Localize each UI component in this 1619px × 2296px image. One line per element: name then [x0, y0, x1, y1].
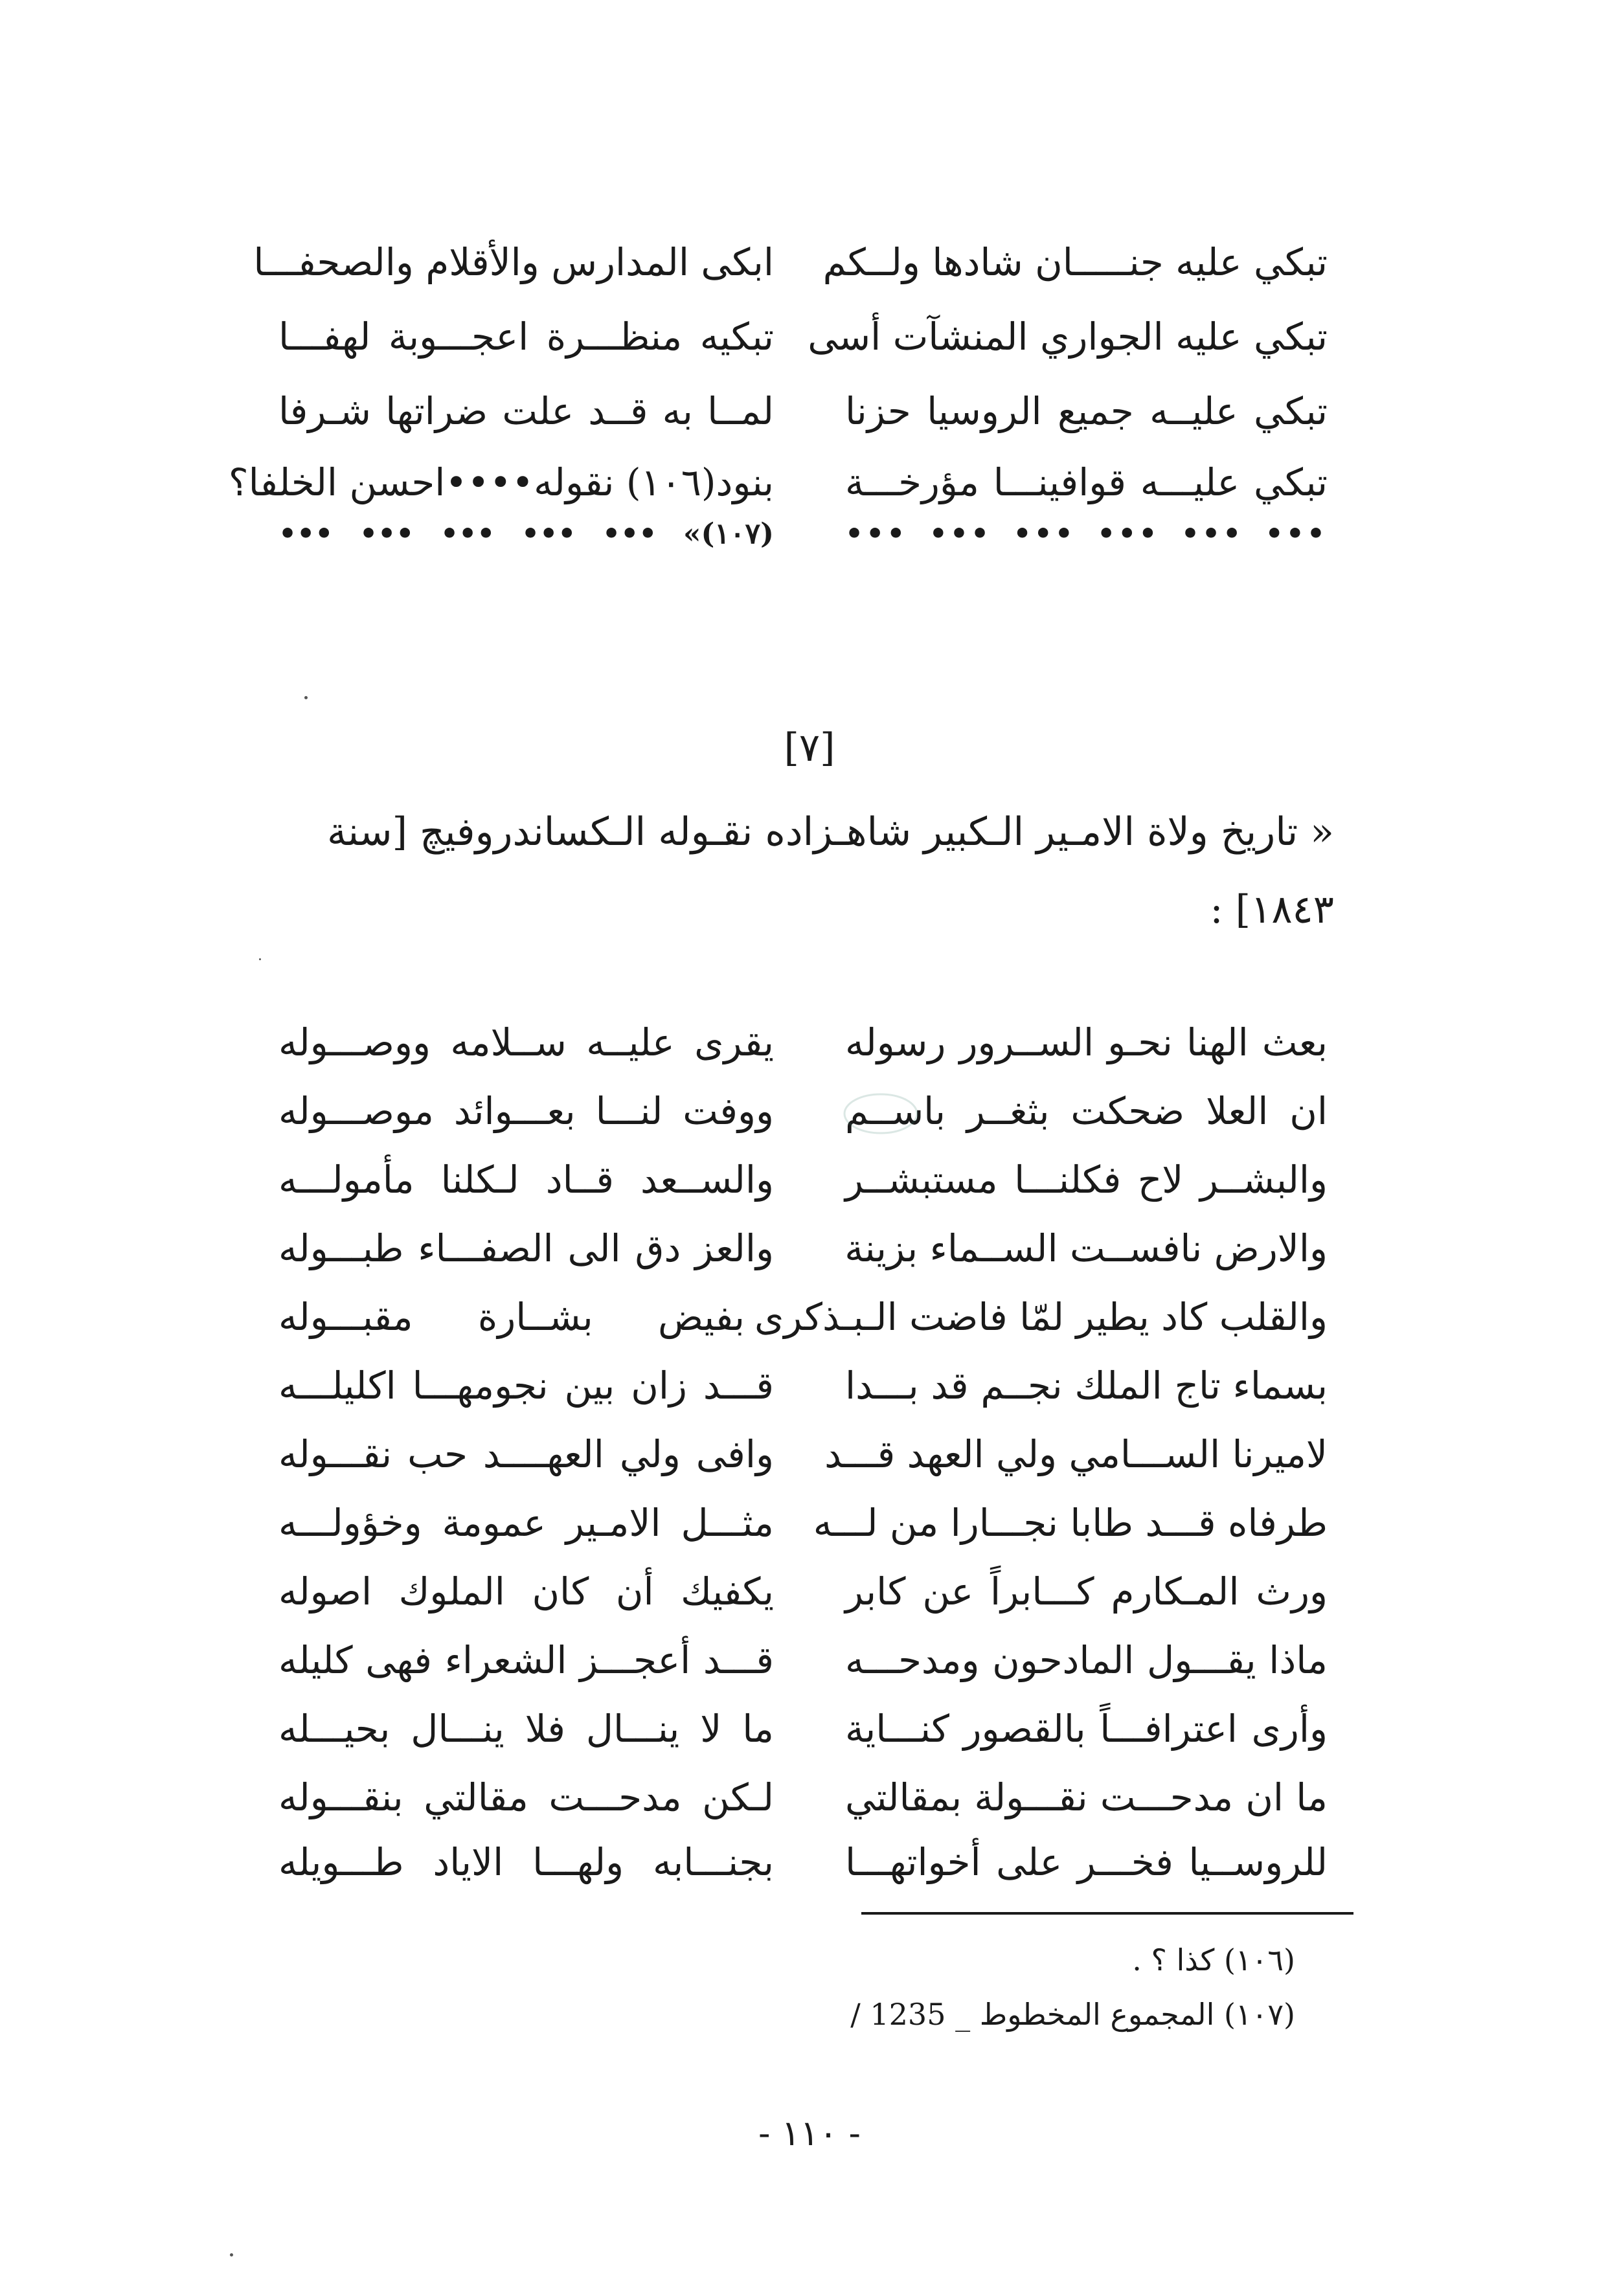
- hemistich-left: يقرى عليــه ســلامه ووصـــوله: [278, 1020, 774, 1064]
- verse-row: [0, 1484, 1619, 1562]
- hemistich-left: يكفيك أن كان الملوك اصوله: [278, 1570, 774, 1614]
- footnotes: [648, 1933, 1295, 2042]
- hemistich-right: ما ان مدحـــت نقـــولة بمقالتي: [845, 1775, 1328, 1819]
- scan-speck: [230, 2253, 233, 2257]
- hemistich-right: للروســيا فخـــر على أخواتهـــا: [845, 1840, 1328, 1884]
- hemistich-left: قـــد أعجـــز الشعراء فهى كليله: [278, 1638, 774, 1682]
- hemistich-right: والبشــر لاح فكلنـــا مستبشــر: [845, 1158, 1328, 1202]
- verse-row: [0, 1210, 1619, 1287]
- hemistich-left: وافى ولي العهــــد حب نقـــوله: [278, 1432, 774, 1476]
- verse-row: [0, 1072, 1619, 1150]
- poem-main: [0, 1004, 1619, 1897]
- hemistich-left: والعز دق الى الصفـــاء طبـــوله: [278, 1226, 774, 1270]
- hemistich-right: والقلب كاد يطير لمّا فاضت الـبـذكرى: [754, 1295, 1328, 1339]
- verse-row: [0, 1690, 1619, 1768]
- hemistich-left: والســعد قــاد لـكلنا مأمولـــه: [278, 1158, 774, 1202]
- verse-row: [0, 372, 1619, 450]
- hemistich-right: تبكي عليـــه قوافينـــا مؤرخـــة: [845, 460, 1328, 504]
- hemistich-left: ابكى المدارس والأقلام والصحفـــا: [253, 240, 774, 284]
- hemistich-right: بعث الهنا نحـو الســرور رسوله: [845, 1020, 1328, 1064]
- hemistich-left: ما لا ينـــال فلا ينـــال بحيـــله: [278, 1707, 774, 1751]
- hemistich-right: طرفاه قـــد طابا نجـــارا من لـــه: [813, 1501, 1328, 1545]
- poem-top: [0, 223, 1619, 573]
- verse-row: [0, 1004, 1619, 1081]
- section-heading: « تاريخ ولاة الامـير الـكبير شاهـزاده نقـوله الـكساندروفيچ [سنة ١٨٤٣] :: [327, 809, 1334, 932]
- scan-speck: [259, 958, 261, 960]
- hemistich-right: ان العلا ضحكت بثغــر باســم: [845, 1089, 1328, 1133]
- hemistich-right: لاميرنا الســـامي ولي العهد قـــد: [824, 1432, 1328, 1476]
- verse-row: [0, 1141, 1619, 1219]
- hemistich-right: ماذا يقـــول المادحون ومدحـــه: [845, 1638, 1328, 1682]
- ellipsis-right: ••• ••• ••• ••• ••• •••: [845, 517, 1328, 550]
- verse-row: [0, 1278, 1619, 1356]
- hemistich-right: تبكي عليــه جميع الروسيا حزنا: [845, 389, 1328, 433]
- verse-row: [0, 1621, 1619, 1699]
- verse-row: [0, 298, 1619, 376]
- hemistich-right: تبكي عليه جنـــــان شادها ولــكم: [822, 240, 1328, 284]
- scan-speck: [304, 696, 308, 699]
- hemistich-right: ورث المـكارم كـــابراً عن كابر: [845, 1570, 1328, 1614]
- hemistich-right: بسماء تاج الملك نجــم قد بـــدا: [845, 1364, 1328, 1408]
- hemistich-left: لـكن مدحـــت مقالتي بنقـــوله: [278, 1775, 774, 1819]
- hemistich-left: ووفت لنـــا بعـــوائد موصـــوله: [278, 1089, 774, 1133]
- verse-row: [0, 1553, 1619, 1630]
- hemistich-left: بفيض بشــارة مقبـــوله: [278, 1295, 745, 1339]
- footnote-divider: [861, 1912, 1353, 1915]
- hemistich-left: تبكيه منظـــرة اعجـــوبة لهفـــا: [278, 315, 774, 359]
- hemistich-right: وأرى اعترافـــاً بالقصور كنـــاية: [845, 1707, 1328, 1751]
- verse-row: [0, 223, 1619, 301]
- faint-stamp: [842, 1091, 920, 1136]
- ellipsis-row: [0, 495, 1619, 573]
- verse-row: [0, 1823, 1619, 1901]
- ellipsis-left: (١٠٧)» ••• ••• ••• ••• •••: [278, 517, 774, 550]
- section-number: [٧]: [784, 725, 835, 771]
- hemistich-right: والارض نافســت الســماء بزينة: [844, 1226, 1328, 1270]
- verse-row: [0, 1347, 1619, 1424]
- hemistich-left: لمــا به قــد علت ضراتها شـرفا: [278, 389, 774, 433]
- hemistich-right: تبكي عليه الجواري المنشآت أسى: [808, 315, 1328, 359]
- page-number: - ١١٠ -: [758, 2113, 861, 2154]
- footnote-106: (١٠٦) كذا ؟ .: [1132, 1942, 1295, 1977]
- hemistich-left: بنود(١٠٦) نقوله••••احسن الخلفا؟: [228, 460, 774, 504]
- verse-row: [0, 1415, 1619, 1493]
- hemistich-left: مثـــل الامـير عمومة وخؤولـــه: [278, 1501, 774, 1545]
- hemistich-left: قـــد زان بين نجومهـــا اكليلـــه: [278, 1364, 774, 1408]
- hemistich-left: بجنـــابه ولهـــا الاياد طـــويله: [278, 1840, 774, 1884]
- footnote-107: (١٠٧) المجموع المخطوط _ 1235 /: [850, 1997, 1295, 2032]
